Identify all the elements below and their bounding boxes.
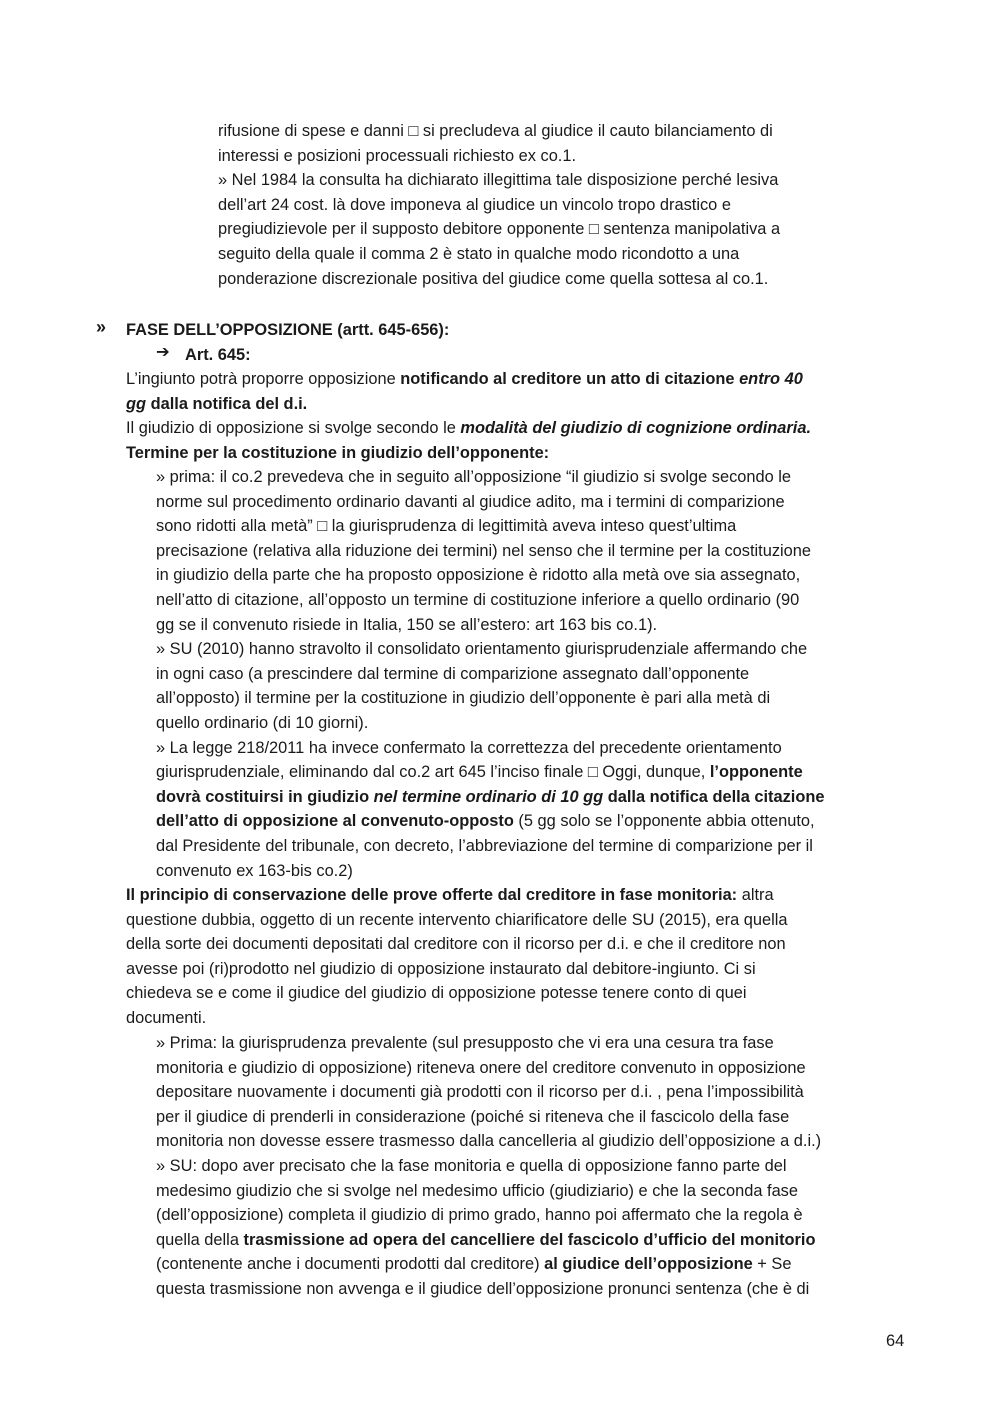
text-line: in giudizio della parte che ha proposto opposizione è ridotto alla metà ove sia assegnato, [156, 566, 801, 585]
text-line: questione dubbia, oggetto di un recente intervento chiarificatore delle SU (2015), era quella [126, 910, 788, 929]
text-line: convenuto ex 163-bis co.2) [156, 861, 353, 880]
text-line: per il giudice di prenderli in considerazione (poiché si riteneva che il fascicolo della fase [156, 1107, 790, 1126]
text-line: » La legge 218/2011 ha invece confermato la correttezza del precedente orientamento [156, 738, 782, 757]
text-line: dell’art 24 cost. là dove imponeva al giudice un vincolo tropo drastico e [218, 195, 731, 214]
text-line: » SU (2010) hanno stravolto il consolidato orientamento giurisprudenziale affermando che [156, 640, 808, 659]
bullet-icon: » [96, 317, 107, 337]
text-line: seguito della quale il comma 2 è stato in qualche modo ricondotto a una [218, 244, 740, 263]
text-line: medesimo giudizio che si svolge nel medesimo ufficio (giudiziario) e che la seconda fase [156, 1181, 798, 1200]
arrow-icon: ➔ [156, 343, 170, 361]
text-line: » Nel 1984 la consulta ha dichiarato illegittima tale disposizione perché lesiva [218, 171, 779, 190]
text-line: avesse poi (ri)prodotto nel giudizio di opposizione instaurato dal debitore-ingiunto. Ci si [126, 959, 756, 978]
paragraph-termine: » prima: il co.2 prevedeva che in seguito all’opposizione “il giudizio si svolge secondo le norme sul procedimento ordinario davanti al giudice adito, ma i termini di comparizione sono ridotti alla metà” □ la giurisprudenza di legittimità aveva inteso quest’ultima precisazione (relativa alla riduzione dei termini) nel senso che il termine per la costituzione in giudizio della parte che ha proposto opposizione è ridotto alla metà ove sia assegnato, nell’atto di citazione, all’opposto un termine di costituzione inferiore a quello ordinario (90 gg se il convenuto risiede in Italia, 150 se all’estero: art 163 bis co.1). » SU (2010) hanno stravolto il consolidato orientamento giurisprudenziale affermando che in ogni caso (a prescindere dal termine di comparizione assegnato dall’opponente all’opposto) il termine per la costituzione in giudizio dell’opponente è pari alla metà di quello ordinario (di 10 giorni). » La legge 218/2011 ha invece confermato la correttezza del precedente orientamento giurisprudenziale, eliminando dal co.2 art 645 l’inciso finale □ Oggi, dunque, l’opponente dovrà costituirsi in giudizio nel termine ordinario di 10 gg dalla notifica della citazione dell’atto di opposizione al convenuto-opposto (5 gg solo se l’opponente abbia ottenuto, dal Presidente del tribunale, con decreto, l’abbreviazione del termine di comparizione per il convenuto ex 163-bis co.2) [156, 465, 906, 883]
section-title: FASE DELL’OPPOSIZIONE (artt. 645-656): [126, 321, 450, 339]
text-line: monitoria non dovesse essere trasmesso dalla cancelleria al giudizio dell’opposizione a d.i.) [156, 1132, 822, 1151]
text-line: » SU: dopo aver precisato che la fase monitoria e quella di opposizione fanno parte del [156, 1156, 787, 1175]
text-line: rifusione di spese e danni □ si precludeva al giudice il cauto bilanciamento di [218, 122, 773, 140]
subheading-termine: Termine per la costituzione in giudizio dell’opponente: [126, 443, 550, 462]
text-line: monitoria e giudizio di opposizione) riteneva onere del creditore convenuto in opposizione [156, 1058, 806, 1077]
paragraph-opposizione: L’ingiunto potrà proporre opposizione notificando al creditore un atto di citazione entro 40 gg dalla notifica del d.i. Il giudizio di opposizione si svolge secondo le modalità del giudizio di cognizione ordinaria. Termine per la costituzione in giudizio dell’opponente: [126, 367, 886, 465]
text-line: » prima: il co.2 prevedeva che in seguito all’opposizione “il giudizio si svolge secondo le [156, 468, 792, 486]
section-subtitle: Art. 645: [185, 346, 251, 364]
text-line: dal Presidente del tribunale, con decreto, l’abbreviazione del termine di comparizione per il [156, 836, 813, 855]
text-line: (dell’opposizione) completa il giudizio di primo grado, hanno poi affermato che la regola è [156, 1206, 803, 1225]
paragraph-prove: » Prima: la giurisprudenza prevalente (sul presupposto che vi era una cesura tra fase monitoria e giudizio di opposizione) riteneva onere del creditore convenuto in opposizione depositare nuovamente i documenti già prodotti con il ricorso per d.i. , pena l’impossibilità per il giudice di prenderli in considerazione (poiché si riteneva che il fascicolo della fase monitoria non dovesse essere trasmesso dalla cancelleria al giudizio dell’opposizione a d.i.) » SU: dopo aver precisato che la fase monitoria e quella di opposizione fanno parte del medesimo giudizio che si svolge nel medesimo ufficio (giudiziario) e che la seconda fase (dell’opposizione) completa il giudizio di primo grado, hanno poi affermato che la regola è quella della trasmissione ad opera del cancelliere del fascicolo d’ufficio del monitorio (contenente anche i documenti prodotti dal creditore) al giudice dell’opposizione + Se questa trasmissione non avvenga e il giudice dell’opposizione pronunci sentenza (che è di [156, 1031, 906, 1302]
text-line: norme sul procedimento ordinario davanti al giudice adito, ma i termini di comparizione [156, 492, 785, 511]
text-line: chiedeva se e come il giudice del giudizio di opposizione potesse tenere conto di quei [126, 984, 747, 1003]
text-line: precisazione (relativa alla riduzione dei termini) nel senso che il termine per la costituzione [156, 541, 812, 560]
text-line: in ogni caso (a prescindere dal termine di comparizione assegnato dall’opponente [156, 664, 750, 683]
text-line: depositare nuovamente i documenti già prodotti con il ricorso per d.i. , pena l’impossibilità [156, 1083, 804, 1102]
text-line: ponderazione discrezionale positiva del giudice come quella sottesa al co.1. [218, 269, 769, 288]
text-line: » Prima: la giurisprudenza prevalente (sul presupposto che vi era una cesura tra fase [156, 1034, 774, 1052]
paragraph-principio: Il principio di conservazione delle prove offerte dal creditore in fase monitoria: altra questione dubbia, oggetto di un recente intervento chiarificatore delle SU (2015), era quella della sorte dei documenti depositati dal creditore con il ricorso per d.i. e che il creditore non avesse poi (ri)prodotto nel giudizio di opposizione instaurato dal debitore-ingiunto. Ci si chiedeva se e come il giudice del giudizio di opposizione potesse tenere conto di quei documenti. [126, 883, 886, 1031]
intro-paragraph [218, 119, 878, 291]
text-line: gg se il convenuto risiede in Italia, 150 se all’estero: art 163 bis co.1). [156, 615, 658, 634]
text-line: pregiudizievole per il supposto debitore opponente □ sentenza manipolativa a [218, 220, 781, 239]
text-line: interessi e posizioni processuali richiesto ex co.1. [218, 146, 577, 165]
text-line: all’opposto) il termine per la costituzione in giudizio dell’opponente è pari alla metà di [156, 689, 771, 708]
text-line: nell’atto di citazione, all’opposto un termine di costituzione inferiore a quello ordinario (90 [156, 590, 800, 609]
text-line: documenti. [126, 1008, 207, 1027]
text-line: quello ordinario (di 10 giorni). [156, 713, 369, 732]
text-line: della sorte dei documenti depositati dal creditore con il ricorso per d.i. e che il creditore non [126, 935, 786, 954]
text-line: sono ridotti alla metà” □ la giurisprudenza di legittimità aveva inteso quest’ultima [156, 517, 737, 536]
text-line: questa trasmissione non avvenga e il giudice dell’opposizione pronunci sentenza (che è di [156, 1279, 810, 1298]
page-number: 64 [886, 1332, 905, 1350]
